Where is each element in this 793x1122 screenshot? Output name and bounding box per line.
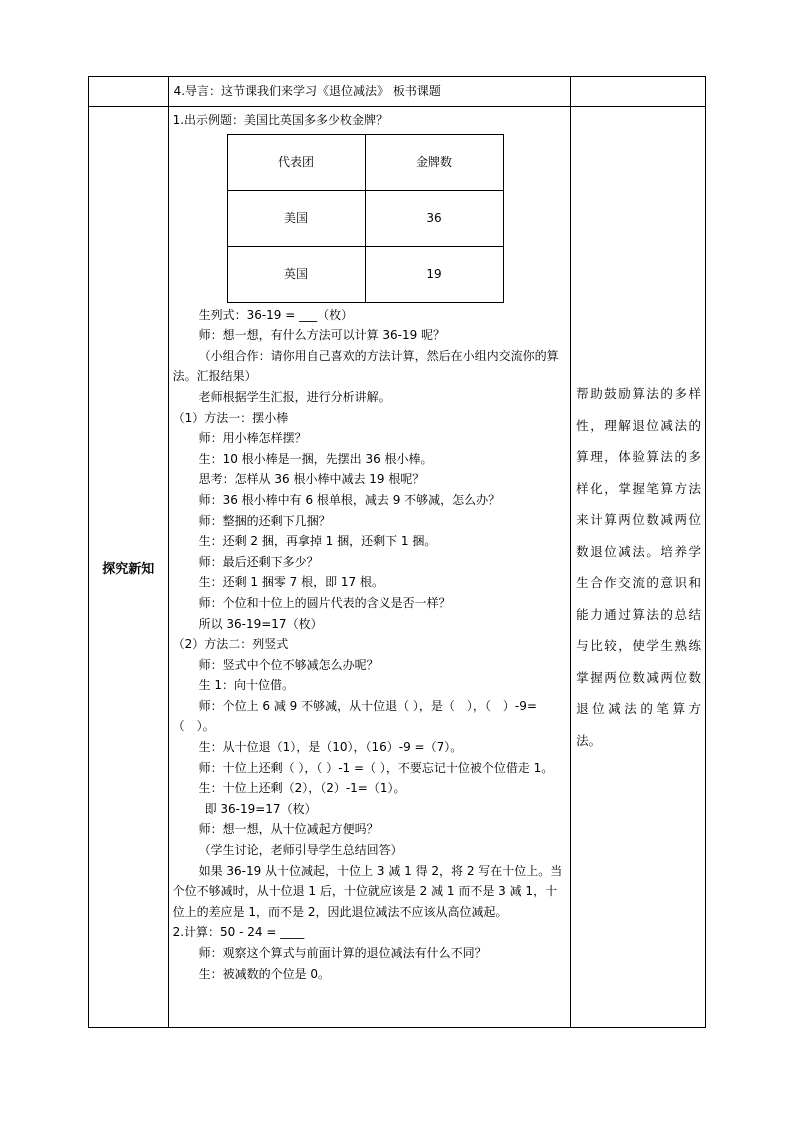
medal-table-cell: 美国 [227, 190, 365, 246]
design-note-cell [571, 107, 706, 1028]
dialogue-line: 师：个位上 6 减 9 不够减，从十位退（ ），是（ ），（ ）-9=（ ）。 [172, 698, 537, 734]
dialogue-line: 师：用小棒怎样摆？ [198, 431, 307, 446]
dialogue-line: （小组合作：请你用自己喜欢的方法计算，然后在小组内交流你的算法。汇报结果） [172, 348, 559, 384]
intro-row-note-cell [571, 77, 706, 107]
section-label: 探究新知 [102, 561, 155, 577]
dialogue-line: 如果 36-19 从十位减起，十位上 3 减 1 得 2，将 2 写在十位上。当个位不够减时，从十位退 1 后，十位就应该是 2 减 1 而不是 3 减 1，十位上的差应是 1，而不是 2，因此退位减法不应该从高位减起。 [172, 863, 563, 919]
dialogue-line: （2）方法二：列竖式 [172, 637, 289, 652]
medal-table-cell: 19 [365, 246, 503, 302]
dialogue-line: （1）方法一：摆小棒 [172, 410, 289, 425]
design-note: 帮助鼓励算法的多样性，理解退位减法的算理，体验算法的多样化，掌握笔算方法来计算两位数减两位数退位减法。培养学生合作交流的意识和能力通过算法的总结与比较，使学生熟练掌握两位数减两位数退位减法的笔算方法。 [576, 386, 701, 748]
dialogue-line: 思考：怎样从 36 根小棒中减去 19 根呢？ [198, 472, 425, 487]
dialogue-line: 师：想一想，从十位减起方便吗？ [198, 822, 379, 837]
dialogue-line: 生：10 根小棒是一捆，先摆出 36 根小棒。 [198, 451, 433, 466]
dialogue-line: 师：个位和十位上的圆片代表的含义是否一样？ [198, 595, 451, 610]
dialogue-line: 生列式：36-19 = ___（枚） [198, 307, 354, 322]
example-title: 1.出示例题：美国比英国多多少枚金牌？ [172, 113, 389, 127]
dialogue-line: 生：从十位退（1），是（10），（16）-9 =（7）。 [198, 740, 463, 755]
medal-table-row [227, 246, 503, 302]
dialogue-line: 生：十位上还剩（2），（2）-1=（1）。 [198, 781, 406, 796]
dialogue-line: 2.计算：50 - 24 = ____ [172, 925, 305, 940]
intro-row [89, 77, 706, 107]
medal-table-cell: 36 [365, 190, 503, 246]
intro-row-label-cell [89, 77, 169, 107]
dialogue-line: 师：最后还剩下多少？ [198, 554, 319, 569]
medal-table-row [227, 190, 503, 246]
dialogue-line: （学生讨论，老师引导学生总结回答） [198, 843, 403, 858]
medal-table-header: 代表团 [227, 134, 365, 190]
dialogue-line: 师：十位上还剩（ ），（ ）-1 =（ ），不要忘记十位被个位借走 1。 [198, 760, 554, 775]
dialogue-line: 师：观察这个算式与前面计算的退位减法有什么不同？ [198, 946, 487, 960]
dialogue-line: 生 1：向十位借。 [198, 678, 295, 693]
dialogue-line: 师：36 根小棒中有 6 根单根，减去 9 不够减，怎么办？ [198, 492, 501, 507]
section-label-cell [89, 107, 169, 1028]
dialogue-line: 老师根据学生汇报，进行分析讲解。 [198, 389, 391, 404]
intro-row-text: 4.导言：这节课我们来学习《退位减法》 板书课题 [168, 77, 571, 107]
medal-table-header: 金牌数 [365, 134, 503, 190]
dialogue-line: 师：整捆的还剩下几捆？ [198, 513, 331, 528]
medal-table-header-row [227, 134, 503, 190]
teaching-process-content [169, 107, 571, 984]
medal-table [227, 134, 504, 303]
dialogue-line: 师：竖式中个位不够减怎么办呢？ [198, 657, 379, 672]
dialogue-lines [173, 305, 565, 985]
explore-row [89, 107, 706, 1028]
teaching-process-cell [168, 107, 571, 1028]
dialogue-line: 生：还剩 1 捆零 7 根，即 17 根。 [198, 575, 384, 590]
dialogue-line: 即 36-19=17（枚） [204, 801, 317, 816]
medal-table-cell: 英国 [227, 246, 365, 302]
dialogue-line: 师：想一想，有什么方法可以计算 36-19 呢？ [198, 328, 446, 343]
dialogue-line: 生：被减数的个位是 0。 [198, 966, 331, 981]
lesson-plan-table [88, 76, 706, 1028]
dialogue-line: 生：还剩 2 捆，再拿掉 1 捆，还剩下 1 捆。 [198, 534, 437, 549]
dialogue-line: 所以 36-19=17（枚） [198, 616, 323, 631]
